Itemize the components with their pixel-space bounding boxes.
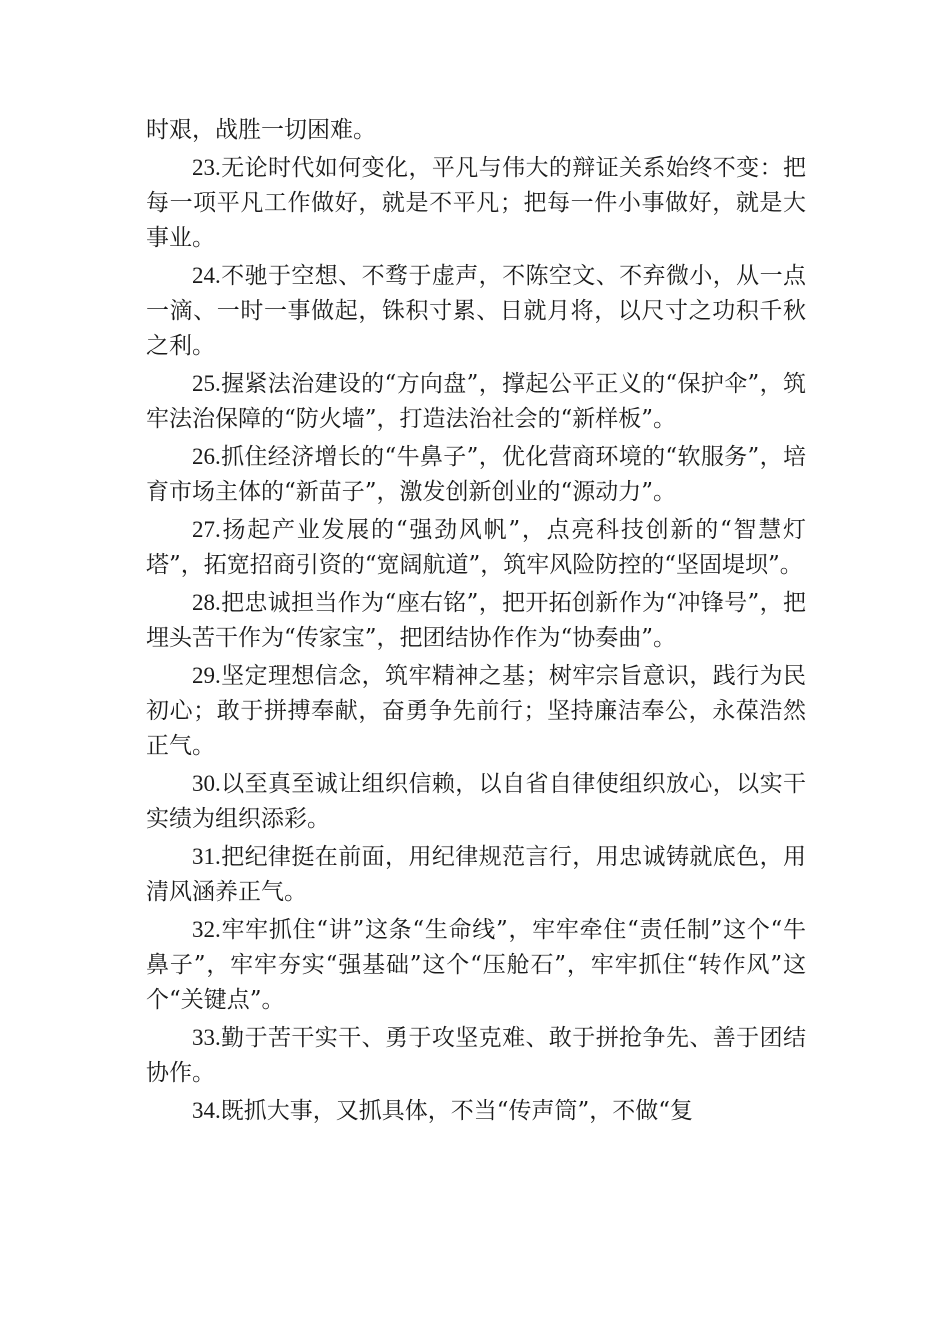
- paragraph-text: 把忠诚担当作为“座右铭”，把开拓创新作为“冲锋号”，把埋头苦干作为“传家宝”，把团结协作作为“协奏曲”。: [146, 590, 806, 651]
- paragraph-25: [146, 366, 806, 437]
- paragraph-33: [146, 1020, 806, 1091]
- paragraph-text: 时艰，战胜一切困难。: [146, 117, 376, 143]
- paragraph-23: [146, 150, 806, 256]
- paragraph-text: 把纪律挺在前面，用纪律规范言行，用忠诚铸就底色，用清风涵养正气。: [146, 844, 806, 905]
- paragraph-text: 以至真至诚让组织信赖，以自省自律使组织放心，以实干实绩为组织添彩。: [146, 771, 806, 832]
- paragraph-number: 24.: [192, 263, 221, 288]
- paragraph-26: [146, 439, 806, 510]
- paragraph-number: 29.: [192, 663, 221, 688]
- paragraph-number: 28.: [192, 590, 221, 615]
- paragraph-number: 25.: [192, 371, 221, 396]
- paragraph-number: 26.: [192, 444, 221, 469]
- paragraph-34: [146, 1093, 806, 1129]
- paragraph-text: 不驰于空想、不骛于虚声，不陈空文、不弃微小，从一点一滴、一时一事做起，铢积寸累、日就月将，以尺寸之功积千秋之利。: [146, 263, 806, 359]
- paragraph-text: 牢牢抓住“讲”这条“生命线”，牢牢牵住“责任制”这个“牛鼻子”，牢牢夯实“强基础”这个“压舱石”，牢牢抓住“转作风”这个“关键点”。: [146, 917, 806, 1013]
- paragraph-number: 30.: [192, 771, 221, 796]
- paragraph-27: [146, 512, 806, 583]
- paragraph-text: 抓住经济增长的“牛鼻子”，优化营商环境的“软服务”，培育市场主体的“新苗子”，激发创新创业的“源动力”。: [146, 444, 806, 505]
- paragraph-text: 扬起产业发展的“强劲风帆”，点亮科技创新的“智慧灯塔”，拓宽招商引资的“宽阔航道”，筑牢风险防控的“坚固堤坝”。: [146, 517, 806, 578]
- paragraph-28: [146, 585, 806, 656]
- paragraph-number: 34.: [192, 1098, 221, 1123]
- paragraph-text: 无论时代如何变化，平凡与伟大的辩证关系始终不变：把每一项平凡工作做好，就是不平凡；把每一件小事做好，就是大事业。: [146, 155, 806, 251]
- paragraph-text: 勤于苦干实干、勇于攻坚克难、敢于拼抢争先、善于团结协作。: [146, 1025, 806, 1086]
- paragraph-32: [146, 912, 806, 1018]
- paragraph-number: 23.: [192, 155, 221, 180]
- paragraph-number: 31.: [192, 844, 221, 869]
- paragraph-text: 坚定理想信念，筑牢精神之基；树牢宗旨意识，践行为民初心；敢于拼搏奉献，奋勇争先前行；坚持廉洁奉公，永葆浩然正气。: [146, 663, 806, 759]
- paragraph-24: [146, 258, 806, 364]
- paragraph-number: 33.: [192, 1025, 221, 1050]
- paragraph-number: 32.: [192, 917, 221, 942]
- paragraph-text: 既抓大事，又抓具体，不当“传声筒”，不做“复: [220, 1098, 694, 1124]
- paragraph-29: [146, 658, 806, 764]
- paragraph-text: 握紧法治建设的“方向盘”，撑起公平正义的“保护伞”，筑牢法治保障的“防火墙”，打造法治社会的“新样板”。: [146, 371, 806, 432]
- paragraph-31: [146, 839, 806, 910]
- document-body: [146, 113, 806, 1131]
- paragraph-number: 27.: [192, 517, 221, 542]
- paragraph-continued: [146, 113, 806, 148]
- paragraph-30: [146, 766, 806, 837]
